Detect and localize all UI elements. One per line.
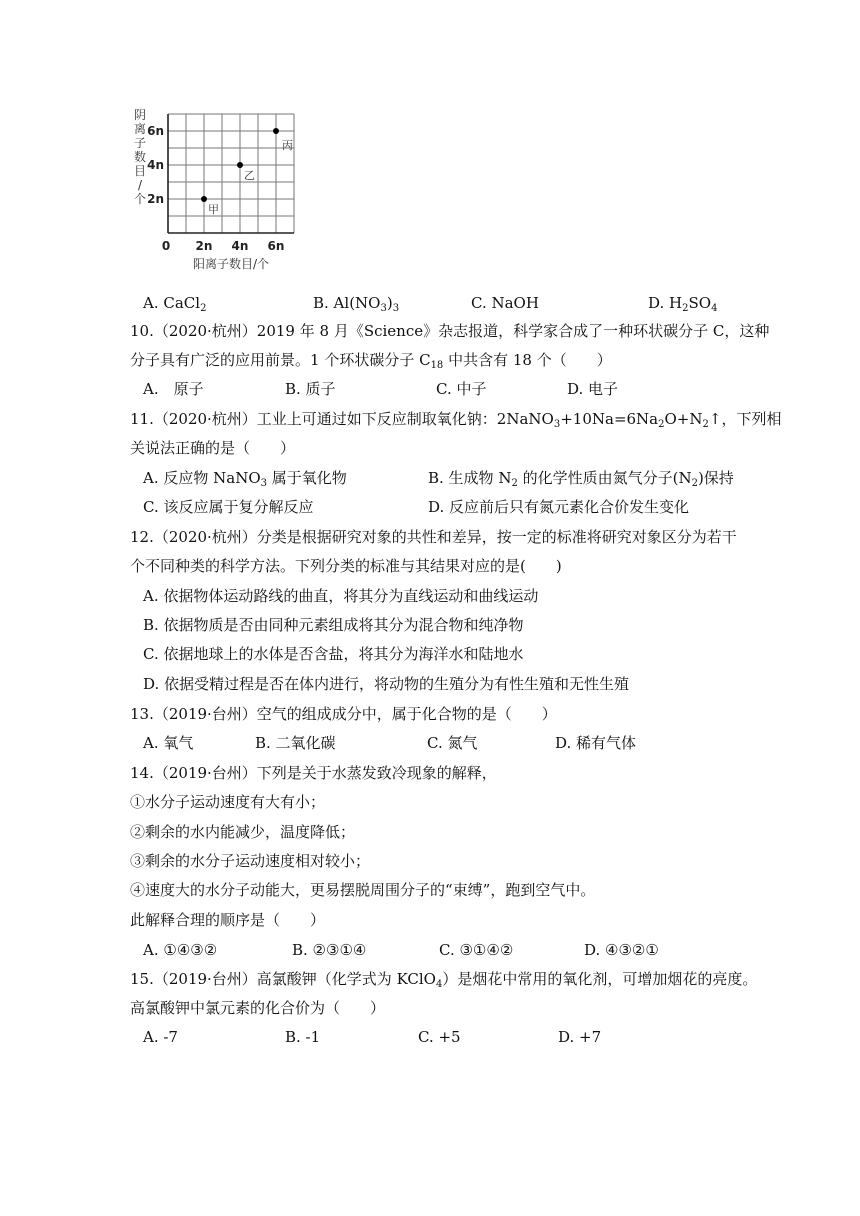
q12-line-1: 12.（2020·杭州）分类是根据研究对象的共性和差异，按一定的标准将研究对象区分为若干 [130,528,737,546]
q14-question: 此解释合理的顺序是（ ） [130,911,326,929]
q14-line-1: 14.（2019·台州）下列是关于水蒸发致冷现象的解释， [130,764,497,782]
q12-option-d: D. 依据受精过程是否在体内进行，将动物的生殖分为有性生殖和无性生殖 [143,675,630,693]
q10-line-1: 10.（2020·杭州）2019 年 8 月《Science》杂志报道，科学家合成了一种环状碳分子 C，这种 [130,322,770,340]
q12-option-b: B. 依据物质是否由同种元素组成将其分为混合物和纯净物 [143,616,524,634]
y-axis-label-char: 目 [133,164,147,178]
q13-option-a: A. 氧气 [143,734,194,752]
x-tick-label: 2n [195,239,213,253]
x-tick-label: 6n [267,239,285,253]
y-axis-label-char: 子 [133,136,147,150]
data-point-label: 甲 [208,203,219,216]
ion-count-chart [125,105,325,275]
data-point-1 [201,196,207,202]
q11-option-b: B. 生成物 $N_2$ 的化学性质由氮气分子$(N_2)$保持 [428,469,734,489]
y-tick-label: 6n [147,124,164,138]
q14-item-4: ④速度大的水分子动能大，更易摆脱周围分子的“束缚”，跑到空气中。 [130,881,596,899]
q11-option-d: D. 反应前后只有氮元素化合价发生变化 [428,498,690,516]
y-axis-label-char: 个 [133,192,147,206]
q11-option-a: A. 反应物 NaNO$_3$ 属于氧化物 [143,469,347,489]
data-point-2 [237,162,243,168]
y-axis-label-char: 数 [133,150,147,164]
q14-item-3: ③剩余的水分子运动速度相对较小； [130,852,371,870]
q11-option-c: C. 该反应属于复分解反应 [143,498,314,516]
q15-option-d: D. +7 [558,1028,602,1046]
x-tick-label: 0 [161,239,171,253]
x-axis-label: 阳离子数目/个 [192,257,270,271]
q13-line-1: 13.（2019·台州）空气的组成成分中，属于化合物的是（ ） [130,705,557,723]
q14-option-c: C. ③①④② [439,941,514,959]
q15-line-2: 高氯酸钾中氯元素的化合价为（ ） [130,999,386,1017]
q12-line-2: 个不同种类的科学方法。下列分类的标准与其结果对应的是( ) [130,557,562,575]
q14-option-b: B. ②③①④ [292,941,367,959]
q13-option-d: D. 稀有气体 [555,734,637,752]
q10-line-2: 分子具有广泛的应用前景。1 个环状碳分子 $C_{18}$ 中共含有 18 个（ ） [130,351,612,371]
y-axis-label-char: / [137,178,143,192]
q14-item-2: ②剩余的水内能减少，温度降低； [130,823,356,841]
q13-option-c: C. 氮气 [427,734,478,752]
q9-option-a: A. CaCl$_2$ [143,294,207,314]
q14-item-1: ①水分子运动速度有大有小； [130,793,326,811]
q9-option-c: C. NaOH [471,294,539,312]
q13-option-b: B. 二氧化碳 [255,734,336,752]
q15-option-a: A. -7 [143,1028,178,1046]
q15-option-c: C. +5 [418,1028,461,1046]
data-point-3 [273,128,279,134]
y-axis-label-char: 阴 [133,108,147,122]
q15-line-1: 15.（2019·台州）高氯酸钾（化学式为 KClO$_4$）是烟花中常用的氧化剂，可增加烟花的亮度。 [130,970,758,990]
data-point-label: 丙 [282,139,293,152]
y-axis-label-char: 离 [133,122,147,136]
q11-line-1: 11.（2020·杭州）工业上可通过如下反应制取氧化钠：$2NaNO_3+10Na=6Na_2O+N_2↑$，下列相 [130,410,782,430]
q9-option-d: D. $H_2SO_4$ [648,294,718,314]
q14-option-d: D. ④③②① [584,941,659,959]
q9-option-b: B. $Al(NO_3)_3$ [313,294,400,314]
q11-line-2: 关说法正确的是（ ） [130,439,296,457]
q12-option-c: C. 依据地球上的水体是否含盐，将其分为海洋水和陆地水 [143,645,524,663]
q10-option-b: B. 质子 [285,380,336,398]
q10-option-a: A. 原子 [143,380,204,398]
data-point-label: 乙 [244,169,255,182]
q10-option-d: D. 电子 [567,380,619,398]
x-tick-label: 4n [231,239,249,253]
q10-option-c: C. 中子 [436,380,487,398]
q12-option-a: A. 依据物体运动路线的曲直，将其分为直线运动和曲线运动 [143,587,539,605]
y-tick-label: 2n [147,192,164,206]
q14-option-a: A. ①④③② [143,941,218,959]
chart-svg [125,105,325,275]
y-tick-label: 4n [147,158,164,172]
q15-option-b: B. -1 [285,1028,321,1046]
